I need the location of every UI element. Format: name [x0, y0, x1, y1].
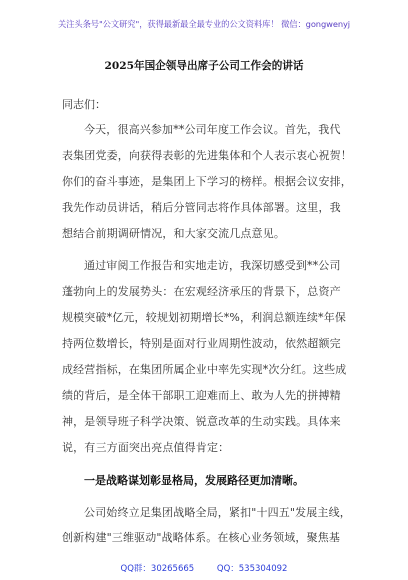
header-banner: 关注头条号"公文研究"，获得最新最全最专业的公文资料库！ 微信：gongwenyj: [57, 19, 350, 29]
paragraph-line: 公司始终立足集团战略全局，紧扣"十四五"发展主线，: [84, 506, 351, 519]
paragraph-line: 蓬勃向上的发展势头：在宏观经济承压的背景下，总资产: [62, 285, 341, 298]
paragraph-line: 通过审阅工作报告和实地走访，我深切感受到**公司: [84, 259, 341, 272]
paragraph-line: 表集团党委，向获得表彰的先进集体和个人表示衷心祝贺！: [62, 149, 352, 162]
paragraph-line: 想结合前期调研情况，和大家交流几点意见。: [62, 227, 285, 240]
paragraph-line: 持两位数增长，特别是面对行业周期性波动，依然超额完: [62, 337, 341, 350]
paragraph-line: 今天，很高兴参加**公司年度工作会议。首先，我代: [84, 123, 341, 136]
paragraph-line: 规模突破*亿元，较规划初期增长*%，利润总额连续*年保: [62, 311, 347, 324]
paragraph-line: 成经营指标，在集团所属企业中率先实现*次分红。这些成: [62, 363, 347, 376]
paragraph-line: 绩的背后，是全体干部职工迎难而上、敢为人先的拼搏精: [62, 389, 341, 402]
document-title: 2025年国企领导出席子公司工作会的讲话: [104, 60, 304, 72]
footer-contact: [0, 562, 408, 574]
qq-group-link[interactable]: QQ群：30265665: [120, 564, 195, 574]
paragraph-line: 创新构建"三维驱动"战略体系。在核心业务领域，聚焦基: [62, 531, 341, 544]
qq-contact-link[interactable]: QQ：535304092: [216, 564, 288, 574]
paragraph-line: 说，有三方面突出亮点值得肯定：: [62, 441, 230, 454]
paragraph-line: 神，是领导班子科学决策、锐意改革的生动实践。具体来: [62, 415, 341, 428]
section-heading: 一是战略谋划彰显格局，发展路径更加清晰。: [84, 474, 304, 487]
paragraph-line: 我先作动员讲话，稍后分管同志将作具体部署。这里，我: [62, 201, 341, 214]
paragraph-line: 你们的奋斗事迹，是集团上下学习的榜样。根据会议安排，: [62, 175, 352, 188]
salutation: 同志们：: [62, 98, 106, 111]
